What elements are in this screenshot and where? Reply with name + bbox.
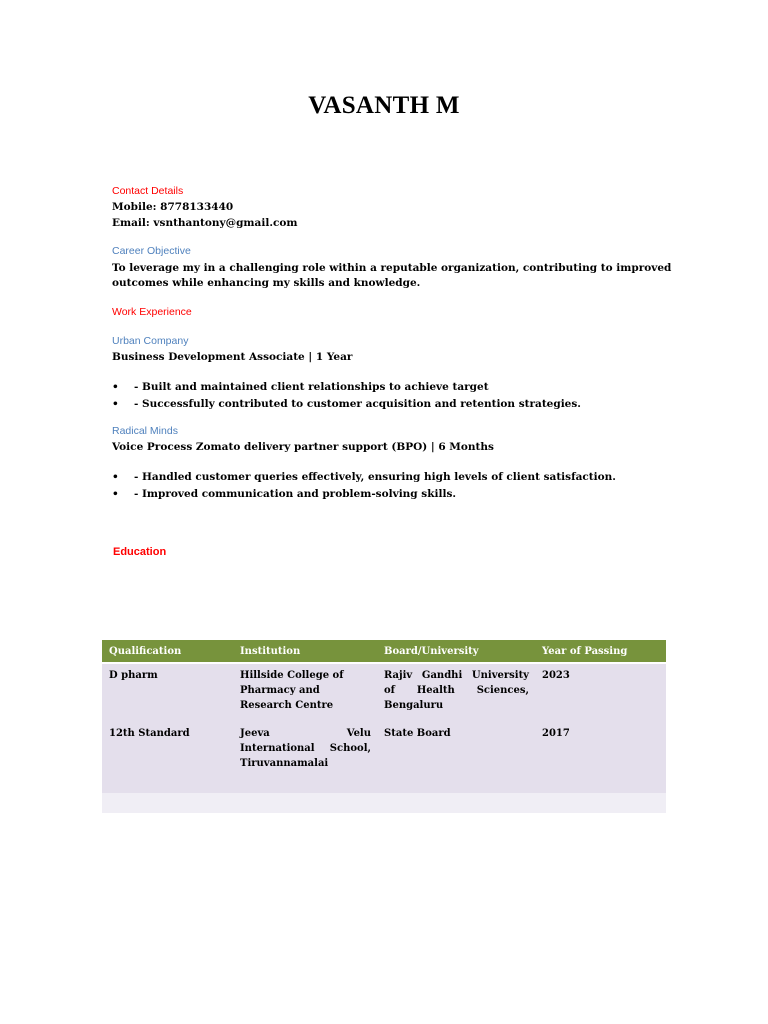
job-bullet [112,381,489,393]
job-title: Voice Process Zomato delivery partner support (BPO) | 6 Months [112,441,494,453]
bullet-text: - Handled customer queries effectively, ensuring high levels of client satisfaction. [134,471,616,483]
education-heading: Education [113,546,167,558]
cell-institution: Jeeva Velu International School, Tiruvannamalai [233,722,377,793]
contact-mobile: Mobile: 8778133440 [112,201,234,213]
cell-year: 2023 [535,663,666,722]
cell-qualification: 12th Standard [102,722,233,793]
cell-empty [233,793,377,813]
bullet-glyph: • [112,381,119,393]
table-row [102,722,666,793]
objective-line-1: To leverage my in a challenging role within a reputable organization, contributing to improved [112,262,672,274]
cell-qualification: D pharm [102,663,233,722]
work-heading: Work Experience [112,306,192,318]
table-header-row [102,640,666,663]
table-empty-row [102,793,666,813]
cell-board: State Board [377,722,535,793]
cell-empty [102,793,233,813]
cell-board: Rajiv Gandhi University of Health Sciences, Bengaluru [377,663,535,722]
cell-empty [377,793,535,813]
job-title: Business Development Associate | 1 Year [112,351,353,363]
bullet-glyph: • [112,488,119,500]
column-header-qualification: Qualification [102,640,233,663]
education-table [102,640,666,813]
contact-heading: Contact Details [112,185,184,197]
contact-email: Email: vsnthantony@gmail.com [112,217,298,229]
column-header-institution: Institution [233,640,377,663]
column-header-board: Board/University [377,640,535,663]
job-bullet [112,398,581,410]
job-company: Urban Company [112,335,189,347]
bullet-text: - Successfully contributed to customer acquisition and retention strategies. [134,398,581,410]
job-company: Radical Minds [112,425,178,437]
objective-heading: Career Objective [112,245,191,257]
cell-year: 2017 [535,722,666,793]
bullet-text: - Built and maintained client relationships to achieve target [134,381,489,393]
bullet-glyph: • [112,471,119,483]
bullet-text: - Improved communication and problem-solving skills. [134,488,457,500]
candidate-name: VASANTH M [308,92,460,119]
job-bullet [112,488,456,500]
column-header-year: Year of Passing [535,640,666,663]
cell-empty [535,793,666,813]
job-bullet [112,471,616,483]
objective-line-2: outcomes while enhancing my skills and knowledge. [112,277,421,289]
bullet-glyph: • [112,398,119,410]
table-row [102,663,666,722]
cell-institution: Hillside College of Pharmacy and Research Centre [233,663,377,722]
